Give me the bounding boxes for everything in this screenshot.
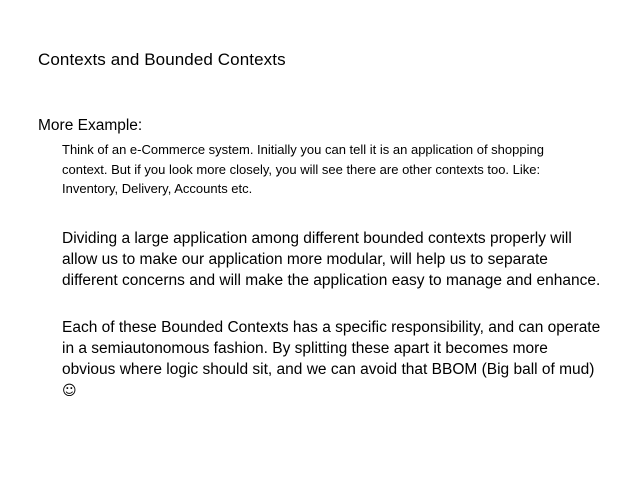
paragraph-ecommerce-example <box>62 140 582 199</box>
section-heading: More Example: <box>38 117 143 134</box>
paragraph-dividing-application <box>62 228 602 291</box>
paragraph-text: Think of an e-Commerce system. Initially you can tell it is an application of shopping context. But if you look more closely, you will see there are other contexts too. Like: Inventory, Delivery, Accounts etc. <box>62 142 544 196</box>
slide-title: Contexts and Bounded Contexts <box>38 50 286 69</box>
paragraph-bounded-contexts-responsibility <box>62 317 602 402</box>
paragraph-text: Each of these Bounded Contexts has a specific responsibility, and can operate in a semiautonomous fashion. By splitting these apart it becomes more obvious where logic should sit, and we can avoid that BBOM (Big ball of mud) <box>62 319 601 378</box>
paragraph-text-wrapper <box>62 317 602 402</box>
paragraph-text: Dividing a large application among different bounded contexts properly will allow us to make our application more modular, will help us to separate different concerns and will make the application easy to manage and enhance. <box>62 230 601 289</box>
smiley-icon: ☺ <box>62 383 77 399</box>
